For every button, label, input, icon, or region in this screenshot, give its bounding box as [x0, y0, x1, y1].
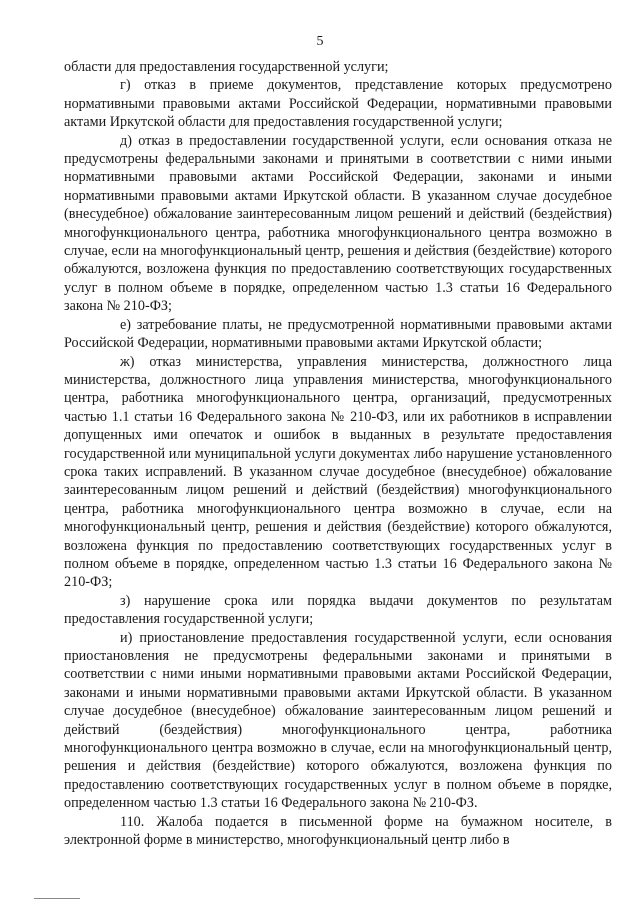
- footnote-rule: [34, 898, 80, 899]
- body-text: [64, 58, 612, 849]
- paragraph-110: 110. Жалоба подается в письменной форме на бумажном носителе, в электронной форме в министерство, многофункциональный центр либо в: [64, 813, 612, 849]
- paragraph-item-zh: ж) отказ министерства, управления министерства, должностного лица министерства, должностного лица управления министерства, многофункционального центра, работника многофункционального центра, организаций, предусмотренных частью 1.1 статьи 16 Федерального закона № 210-ФЗ, или их работников в исправлении допущенных ими опечаток и ошибок в выданных в результате предоставления государственной или муниципальной услуги документах либо нарушение установленного срока таких исправлений. В указанном случае досудебное (внесудебное) обжалование заинтересованным лицом решений и действий (бездействия) многофункционального центра, работника многофункционального центра возможно в случае, если на многофункциональный центр, решения и действия (бездействие) которого обжалуются, возложена функция по предоставлению соответствующих государственных услуг в полном объеме в порядке, определенном частью 1.3 статьи 16 Федерального закона № 210-ФЗ;: [64, 353, 612, 591]
- paragraph-item-d: д) отказ в предоставлении государственной услуги, если основания отказа не предусмотрены федеральными законами и принятыми в соответствии с ними иными нормативными правовыми актами Российской Федерации, законами и иными нормативными правовыми актами Иркутской области. В указанном случае досудебное (внесудебное) обжалование заинтересованным лицом решений и действий (бездействия) многофункционального центра, работника многофункционального центра возможно в случае, если на многофункциональный центр, решения и действия (бездействие) которого обжалуются, возложена функция по предоставлению соответствующих государственных услуг в полном объеме в порядке, определенном частью 1.3 статьи 16 Федерального закона № 210-ФЗ;: [64, 132, 612, 315]
- paragraph-item-i: и) приостановление предоставления государственной услуги, если основания приостановления не предусмотрены федеральными законами и принятыми в соответствии с ними иными нормативными правовыми актами Российской Федерации, законами и иными нормативными правовыми актами Иркутской области. В указанном случае досудебное (внесудебное) обжалование заинтересованным лицом решений и действий (бездействия) многофункционального центра, работника многофункционального центра возможно в случае, если на многофункциональный центр, решения и действия (бездействие) которого обжалуются, возложена функция по предоставлению соответствующих государственных услуг в полном объеме в порядке, определенном частью 1.3 статьи 16 Федерального закона № 210-ФЗ.: [64, 629, 612, 812]
- paragraph-item-z: з) нарушение срока или порядка выдачи документов по результатам предоставления государственной услуги;: [64, 592, 612, 628]
- paragraph-item-e: е) затребование платы, не предусмотренной нормативными правовыми актами Российской Федерации, нормативными правовыми актами Иркутской области;: [64, 316, 612, 352]
- paragraph-item-g: г) отказ в приеме документов, представление которых предусмотрено нормативными правовыми актами Российской Федерации, нормативными правовыми актами Иркутской области для предоставления государственной услуги;: [64, 77, 612, 131]
- page-number: 5: [316, 34, 324, 49]
- paragraph-continuation: области для предоставления государственной услуги;: [64, 59, 389, 75]
